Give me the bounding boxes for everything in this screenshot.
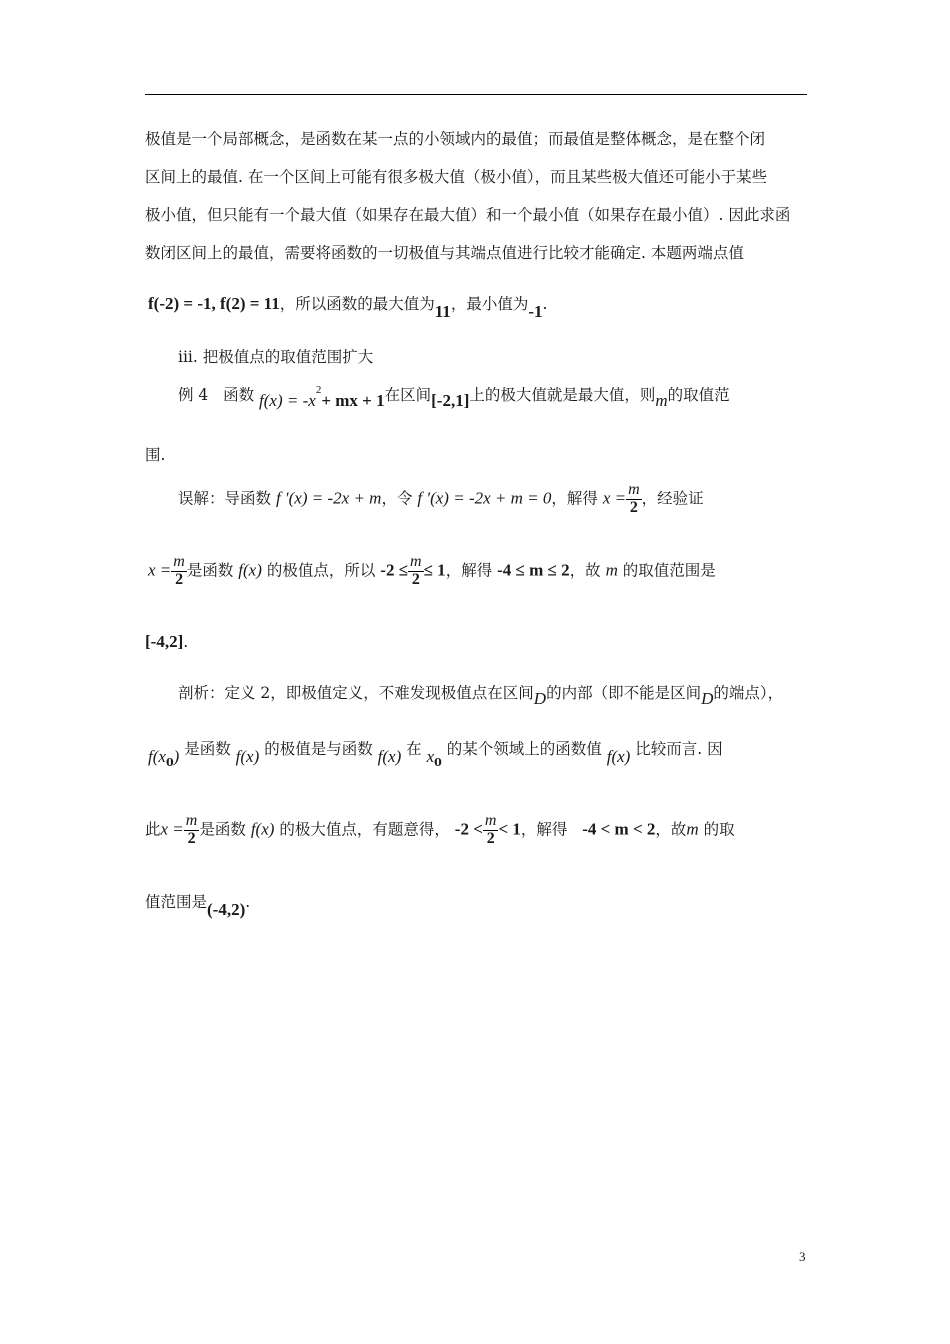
paragraph-line: 极小值，但只能有一个最大值（如果存在最大值）和一个最小值（如果存在最小值）. 因此求函 [145,206,791,224]
analysis-line: $f(x_0)$ 是函数 f(x) 的极值是与函数 f(x) 在 $x_0$ 的某个领域上的函数值 f(x) 比较而言. 因 [148,740,723,769]
math-function: f(x) = -x [259,391,316,410]
section-heading: iii. 把极值点的取值范围扩大 [178,348,374,366]
example-label: 例 4 [178,386,209,404]
page-number: 3 [799,1249,806,1264]
example-4-line: 例 4 函数 $f(x) = -x^2+$ mx + 1在区间[-2,1]上的极大值就是最大值，则m的取值范 [178,384,730,410]
math-inequality: -4 ≤ m ≤ 2 [497,560,570,580]
wrong-solution-answer: [-4,2]. [145,632,189,651]
math-min-value: -1 [528,302,543,321]
math-derivative-eq: f ′(x) = -2x + m = 0 [417,488,552,508]
math-fraction: $\frac{m}{2}$ [173,553,185,588]
paragraph-line: 数闭区间上的最值，需要将函数的一切极值与其端点值进行比较才能确定. 本题两端点值 [145,244,744,262]
math-interval: [-2,1] [431,391,470,410]
math-derivative: f ′(x) = -2x + m [275,488,382,508]
math-endpoint-values: f(-2) = -1, f(2) = 11 [148,294,280,313]
paragraph-line: 极值是一个局部概念，是函数在某一点的小领域内的最值；而最值是整体概念，是在整个闭 [145,130,766,148]
math-inequality: -4 < m < 2 [582,819,656,839]
wrong-solution-line: 误解：导函数 f ′(x) = -2x + m，令 f ′(x) = -2x + m = 0，解得 x = $\frac{m}{2}$ ，经验证 [178,481,704,516]
math-fraction: $\frac{m}{2}$ [410,553,422,588]
math-max-value: 11 [434,302,451,321]
math-fraction: $\frac{m}{2}$ [185,812,198,847]
math-fraction: $\frac{m}{2}$ [628,481,640,516]
paragraph-line: 区间上的最值. 在一个区间上可能有很多极大值（极小值），而且某些极大值还可能小于某些 [145,168,768,186]
header-rule [145,94,807,95]
analysis-answer: 值范围是(-4,2). [145,893,251,919]
paragraph-line: 围. [145,446,166,464]
analysis-line: 此x = $\frac{m}{2}$ 是函数 f(x) 的极大值点，有题意得， -2 < $\frac{m}{2}$ < 1，解得 -4 < m < 2，故m 的取 [145,812,735,847]
math-fraction: $\frac{m}{2}$ [484,812,497,847]
paragraph-line: f(-2) = -1, f(2) = 11，所以函数的最大值为11，最小值为-1. [148,294,548,321]
wrong-solution-line: x = $\frac{m}{2}$ 是函数 f(x) 的极值点，所以 -2 ≤ $\frac{m}{2}$ ≤ 1，解得 -4 ≤ m ≤ 2，故 m 的取值范围是 [148,553,716,588]
analysis-line: 剖析：定义 2，即极值定义，不难发现极值点在区间D的内部（即不能是区间D的端点）， [178,684,784,708]
